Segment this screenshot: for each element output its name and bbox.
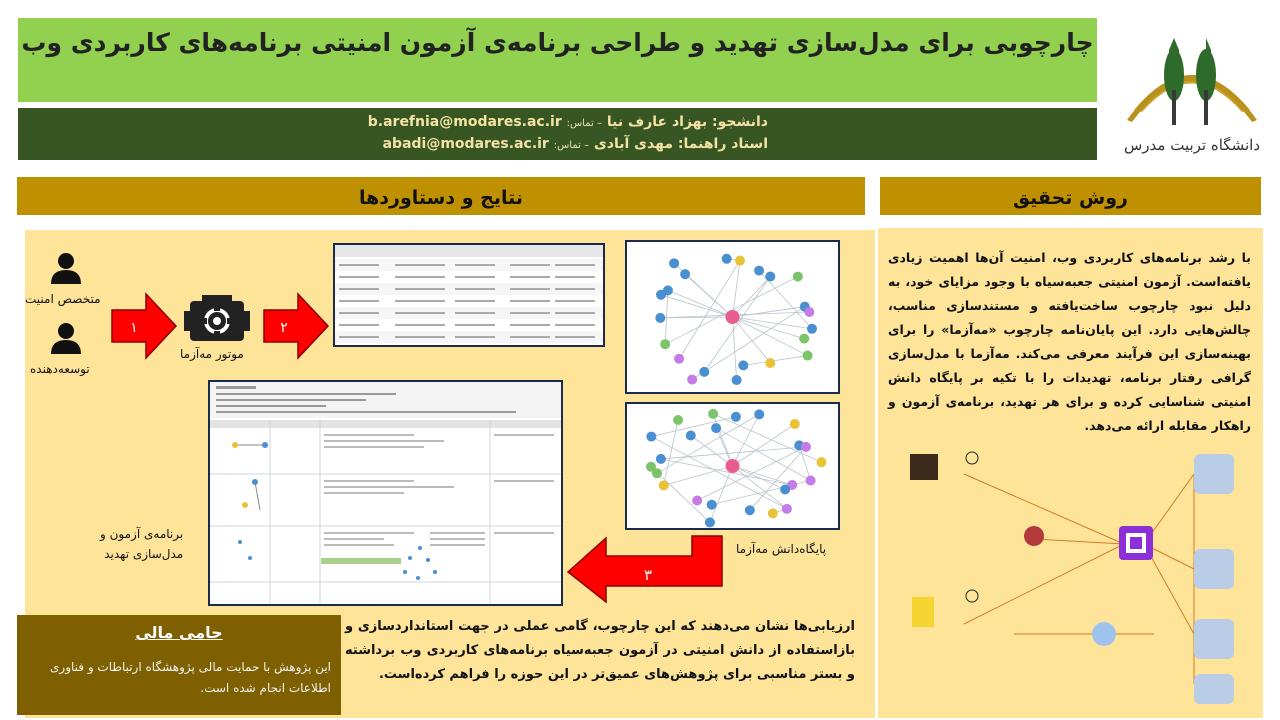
threat-table-screenshot	[333, 243, 605, 347]
security-expert-icon	[48, 250, 84, 286]
graph-node	[726, 310, 740, 324]
graph-node	[646, 432, 656, 442]
graph-node	[726, 459, 740, 473]
graph-edge	[733, 466, 787, 509]
graph-node	[735, 256, 745, 266]
graph-group-icon-1	[1194, 454, 1234, 494]
graph-node	[722, 254, 732, 264]
title-bar	[18, 18, 1097, 102]
graph-node	[731, 412, 741, 422]
graph-edge	[664, 466, 733, 486]
graph-node	[807, 324, 817, 334]
graph-edge	[733, 317, 771, 363]
evaluation-text: ارزیابی‌ها نشان می‌دهند که این چارچوب، گامی عملی در جهت استانداردسازی و بازاستفاده از دانش امنیتی در آزمون جعبه‌سیاه برنامه‌های کاربردی وب برداشته و بستر مناسبی برای پژوهش‌های عمیق‌تر در این حوزه را فراهم کرده‌است.	[345, 619, 855, 682]
method-diagram	[894, 434, 1254, 712]
graph-node	[711, 423, 721, 433]
graph-node	[732, 375, 742, 385]
knowledge-base-icon	[1092, 622, 1116, 646]
document-icon	[912, 597, 934, 627]
university-logo	[1122, 20, 1262, 160]
table-cell	[455, 264, 495, 266]
security-expert-label: متخصص امنیت	[25, 292, 101, 306]
graph-edge	[733, 466, 786, 489]
table-cell	[395, 336, 445, 338]
developer-icon	[48, 320, 84, 356]
graph-edge	[661, 295, 732, 317]
graph-node	[803, 351, 813, 361]
table-cell	[510, 336, 550, 338]
table-cell	[510, 288, 550, 290]
graph-group-icon-2	[1194, 549, 1234, 589]
test-plan-graphic	[210, 382, 561, 604]
student-name: دانشجو: بهزاد عارف نیا	[606, 114, 768, 130]
graph-node	[754, 409, 764, 419]
table-cell	[395, 312, 445, 314]
graph-node	[680, 269, 690, 279]
developer-label: توسعه‌دهنده	[30, 362, 90, 376]
graph-node	[754, 266, 764, 276]
method-header: روش تحقیق	[878, 175, 1263, 217]
table-cell	[339, 324, 379, 326]
table-cell	[555, 300, 595, 302]
table-cell	[555, 312, 595, 314]
table-cell	[339, 300, 379, 302]
table-cell	[555, 288, 595, 290]
graph-node	[765, 271, 775, 281]
table-cell	[395, 288, 445, 290]
advisor-contact-label: – تماس:	[553, 140, 590, 151]
threat-library-icon	[910, 454, 938, 480]
results-header: نتایج و دستاوردها	[15, 175, 867, 217]
actor-icon-1	[966, 452, 978, 464]
table-cell	[339, 276, 379, 278]
knowledge-base-label: پایگاه‌دانش مه‌آزما	[736, 542, 827, 556]
graph-node	[806, 475, 816, 485]
table-cell	[395, 324, 445, 326]
graph-node	[768, 508, 778, 518]
graph-node	[780, 484, 790, 494]
table-cell	[510, 276, 550, 278]
graph-edge	[668, 290, 733, 317]
knowledge-graph-2	[625, 402, 840, 530]
table-cell	[510, 312, 550, 314]
poster-title: چارچوبی برای مدل‌سازی تهدید و طراحی برنامه‌ی آزمون امنیتی برنامه‌های کاربردی وب	[21, 28, 1094, 57]
graph-edge	[733, 261, 740, 317]
graph-node	[782, 504, 792, 514]
graph-node	[738, 360, 748, 370]
graph-node	[765, 358, 775, 368]
funding-text: این پژوهش با حمایت مالی پژوهشگاه ارتباطات و فناوری اطلاعات انجام شده است.	[50, 660, 331, 695]
advisor-name: استاد راهنما: مهدی آبادی	[593, 136, 768, 152]
arrow-1-label: ۱	[130, 320, 138, 336]
arrow-2-label: ۲	[280, 320, 288, 336]
funding-box	[17, 615, 341, 715]
table-cell	[455, 276, 495, 278]
table-cell	[339, 312, 379, 314]
table-cell	[455, 288, 495, 290]
graph-node	[686, 431, 696, 441]
arrow-1-icon	[110, 292, 178, 360]
graph-node	[687, 375, 697, 385]
graph-edge	[733, 466, 793, 485]
graph-node	[799, 334, 809, 344]
table-cell	[455, 324, 495, 326]
logo-lettering: دانشگاه تربیت مدرس	[1124, 136, 1260, 154]
graph-node	[801, 442, 811, 452]
author-bar	[18, 108, 1097, 160]
table-cell	[395, 300, 445, 302]
table-cell	[510, 300, 550, 302]
graph-node	[699, 367, 709, 377]
graph-node	[790, 419, 800, 429]
table-cell	[395, 276, 445, 278]
graph-node	[663, 285, 673, 295]
table-cell	[339, 264, 379, 266]
funding-title: حامی مالی	[135, 623, 223, 642]
graph-edge	[710, 466, 733, 522]
advisor-line	[368, 136, 768, 152]
table-cell	[555, 264, 595, 266]
method-panel	[878, 228, 1263, 718]
table-cell	[455, 312, 495, 314]
graph-edge	[733, 307, 805, 317]
arrow-2-icon	[262, 292, 330, 360]
graph-node	[674, 354, 684, 364]
student-line	[368, 114, 768, 130]
graph-edge	[704, 276, 770, 371]
graph-node	[804, 307, 814, 317]
knowledge-graph-1	[625, 240, 840, 394]
graph-node	[707, 500, 717, 510]
table-cell	[339, 288, 379, 290]
threat-table-graphic	[335, 245, 603, 345]
table-cell	[455, 336, 495, 338]
arrow-3-icon	[566, 534, 724, 604]
graph-node	[669, 258, 679, 268]
graph-node	[659, 481, 669, 491]
method-text: با رشد برنامه‌های کاربردی وب، امنیت آن‌ها اهمیت زیادی یافته‌است. آزمون امنیتی جعبه‌سیاه با وجود مزایای خود، به دلیل نبود چارچوب ساخت‌یافته و مستندسازی مناسب، چالش‌هایی دارد. این پایان‌نامه چارچوب «مه‌آزما» را برای بهینه‌سازی این فرآیند معرفی می‌کند. مه‌آزما با مدل‌سازی گرافی رفتار برنامه، تهدیدات را با تکیه بر پایگاه دانش امنیتی شناسایی کرده و برای هر تهدید، برنامه‌ی آزمون و راهکار مقابله ارائه می‌دهد.	[888, 250, 1251, 433]
table-cell	[510, 264, 550, 266]
graph-edge	[743, 356, 807, 366]
table-cell	[510, 324, 550, 326]
table-cell	[339, 336, 379, 338]
table-cell	[455, 300, 495, 302]
engine-label: موتور مه‌آزما	[180, 347, 244, 361]
graph-group-icon-4	[1194, 674, 1234, 704]
knowledge-graph-2-drawing	[627, 404, 838, 528]
table-cell	[555, 336, 595, 338]
graph-icon	[1024, 526, 1044, 546]
engine-icon	[182, 293, 252, 349]
arrow-3-label: ۳	[643, 566, 653, 584]
graph-node	[655, 313, 665, 323]
test-program-label: برنامه‌ی آزمون و مدل‌سازی تهدید	[100, 527, 184, 561]
table-cell	[395, 264, 445, 266]
graph-group-icon-3	[1194, 619, 1234, 659]
graph-edge	[713, 414, 821, 462]
graph-node	[660, 339, 670, 349]
graph-node	[816, 457, 826, 467]
advisor-email: abadi@modares.ac.ir	[382, 136, 549, 152]
graph-edge	[733, 276, 771, 317]
knowledge-graph-1-drawing	[627, 242, 838, 392]
graph-node	[745, 505, 755, 515]
graph-node	[705, 517, 715, 527]
graph-node	[673, 415, 683, 425]
student-contact-label: – تماس:	[566, 118, 602, 129]
graph-node	[646, 462, 656, 472]
graph-node	[793, 272, 803, 282]
actor-icon-2	[966, 590, 978, 602]
graph-edge	[733, 424, 795, 466]
table-cell	[555, 324, 595, 326]
graph-node	[708, 409, 718, 419]
graph-edge	[664, 420, 678, 486]
graph-node	[692, 495, 702, 505]
student-email: b.arefnia@modares.ac.ir	[367, 114, 562, 130]
table-cell	[555, 276, 595, 278]
test-plan-screenshot	[208, 380, 563, 606]
graph-node	[656, 454, 666, 464]
